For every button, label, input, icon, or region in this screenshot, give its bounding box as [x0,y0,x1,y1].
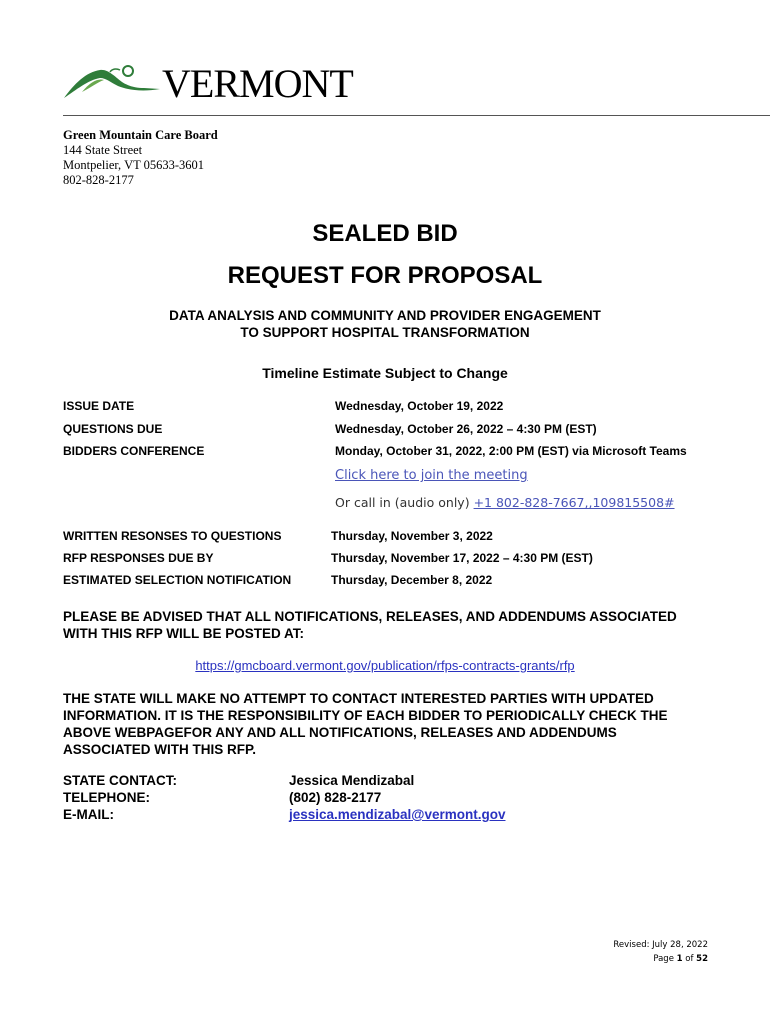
callin-line [335,495,675,510]
schedule-label-selection: ESTIMATED SELECTION NOTIFICATION [63,573,292,587]
title-rfp: REQUEST FOR PROPOSAL [227,262,543,289]
notice-line-4: ASSOCIATED WITH THIS RFP. [63,742,257,757]
notice-posting-line-2: WITH THIS RFP WILL BE POSTED AT: [63,626,304,641]
timeline-heading: Timeline Estimate Subject to Change [262,365,508,381]
schedule-label-issue-date: ISSUE DATE [63,399,135,413]
city: Montpelier, VT 05633-3601 [63,158,205,172]
schedule-value-questions-due: Wednesday, October 26, 2022 – 4:30 PM (EST) [335,422,597,436]
contact-label-name: STATE CONTACT: [63,773,177,788]
schedule-label-written-responses: WRITTEN RESONSES TO QUESTIONS [63,529,282,543]
schedule-label-rfp-due: RFP RESPONSES DUE BY [63,551,214,565]
phone: 802-828-2177 [63,173,134,187]
notice-responsibility [63,690,723,758]
schedule-value-written-responses: Thursday, November 3, 2022 [331,529,493,543]
mountain-logo-icon [62,62,172,106]
subtitle-line-2: TO SUPPORT HOSPITAL TRANSFORMATION [240,325,530,340]
page-current: 1 [676,954,683,964]
contact-values [289,772,506,823]
contact-label-phone: TELEPHONE: [63,790,151,805]
schedule-label-bidders-conference: BIDDERS CONFERENCE [63,444,205,458]
contact-email-link[interactable]: jessica.mendizabal@vermont.gov [289,807,506,822]
revised-date: Revised: July 28, 2022 [613,940,708,950]
logo-wordmark: VERMONT [162,61,353,106]
page-of: of [682,954,697,964]
contact-phone: (802) 828-2177 [289,790,382,805]
page-total: 52 [696,954,708,964]
street: 144 State Street [63,143,143,157]
join-meeting-link[interactable]: Click here to join the meeting [335,468,528,483]
address-block [63,128,218,188]
notice-line-2: INFORMATION. IT IS THE RESPONSIBILITY OF EACH BIDDER TO PERIODICALLY CHECK THE [63,708,668,723]
rfp-url-link[interactable]: https://gmcboard.vermont.gov/publication/rfps-contracts-grants/rfp [195,658,575,673]
notice-line-3: ABOVE WEBPAGEFOR ANY AND ALL NOTIFICATIONS, RELEASES AND ADDENDUMS [63,725,617,740]
schedule-value-bidders-conference: Monday, October 31, 2022, 2:00 PM (EST) via Microsoft Teams [335,444,687,458]
schedule-value-selection: Thursday, December 8, 2022 [331,573,493,587]
callin-number-link[interactable]: +1 802-828-7667,,109815508# [473,495,675,510]
schedule-value-issue-date: Wednesday, October 19, 2022 [335,399,504,413]
title-sealed-bid: SEALED BID [312,220,458,247]
contact-label-email: E-MAIL: [63,807,114,822]
subtitle [0,307,770,341]
vermont-logo [62,61,353,106]
org-name: Green Mountain Care Board [63,128,218,142]
callin-prefix: Or call in (audio only) [335,495,474,510]
header-rule [63,115,770,116]
contact-name: Jessica Mendizabal [289,773,415,788]
notice-line-1: THE STATE WILL MAKE NO ATTEMPT TO CONTACT INTERESTED PARTIES WITH UPDATED [63,691,654,706]
contact-labels [63,772,177,823]
schedule-label-questions-due: QUESTIONS DUE [63,422,163,436]
page-prefix: Page [653,954,677,964]
notice-posting [63,608,723,642]
subtitle-line-1: DATA ANALYSIS AND COMMUNITY AND PROVIDER ENGAGEMENT [169,308,601,323]
notice-posting-line-1: PLEASE BE ADVISED THAT ALL NOTIFICATIONS, RELEASES, AND ADDENDUMS ASSOCIATED [63,609,677,624]
schedule-value-rfp-due: Thursday, November 17, 2022 – 4:30 PM (EST) [331,551,593,565]
page-number [653,954,708,964]
